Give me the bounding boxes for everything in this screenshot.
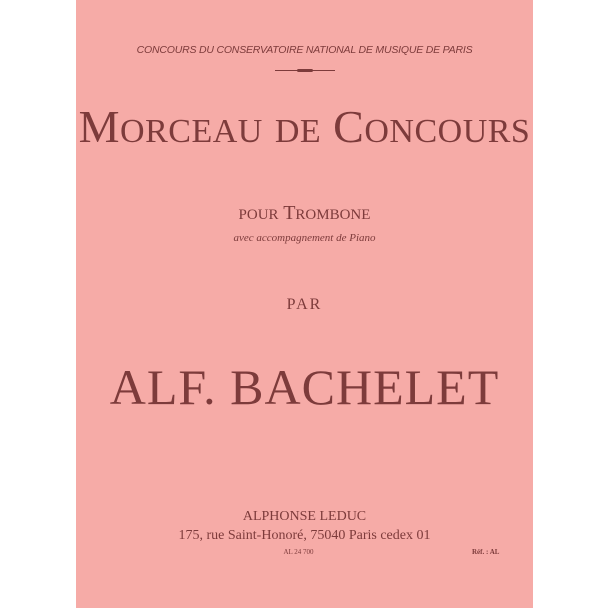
title-word: ORCEAU <box>120 113 263 150</box>
publisher-name: ALPHONSE LEDUC <box>242 509 367 524</box>
ornament-divider <box>275 70 335 71</box>
title-de: DE <box>274 113 322 150</box>
publisher-address: 175, rue Saint-Honoré, 75040 Paris cedex 01 <box>178 528 431 543</box>
work-title <box>76 100 533 153</box>
composer-name: ALF. BACHELET <box>109 359 500 415</box>
reference-code: Réf. : AL <box>472 548 500 556</box>
par-label: PAR <box>286 296 323 313</box>
accompaniment-line: avec accompagnement de Piano <box>233 232 376 244</box>
pour-label: POUR <box>238 207 279 223</box>
catalog-number: AL 24 700 <box>283 548 314 556</box>
title-initial: M <box>78 101 121 152</box>
instrument-name: ROMBONE <box>295 207 371 223</box>
instrument-initial: T <box>283 202 296 224</box>
title-initial: C <box>333 101 365 152</box>
title-word: ONCOURS <box>364 113 531 150</box>
instrument-line <box>76 202 533 225</box>
competition-header: CONCOURS DU CONSERVATOIRE NATIONAL DE MUSIQUE DE PARIS <box>136 44 473 56</box>
score-cover <box>76 0 533 608</box>
